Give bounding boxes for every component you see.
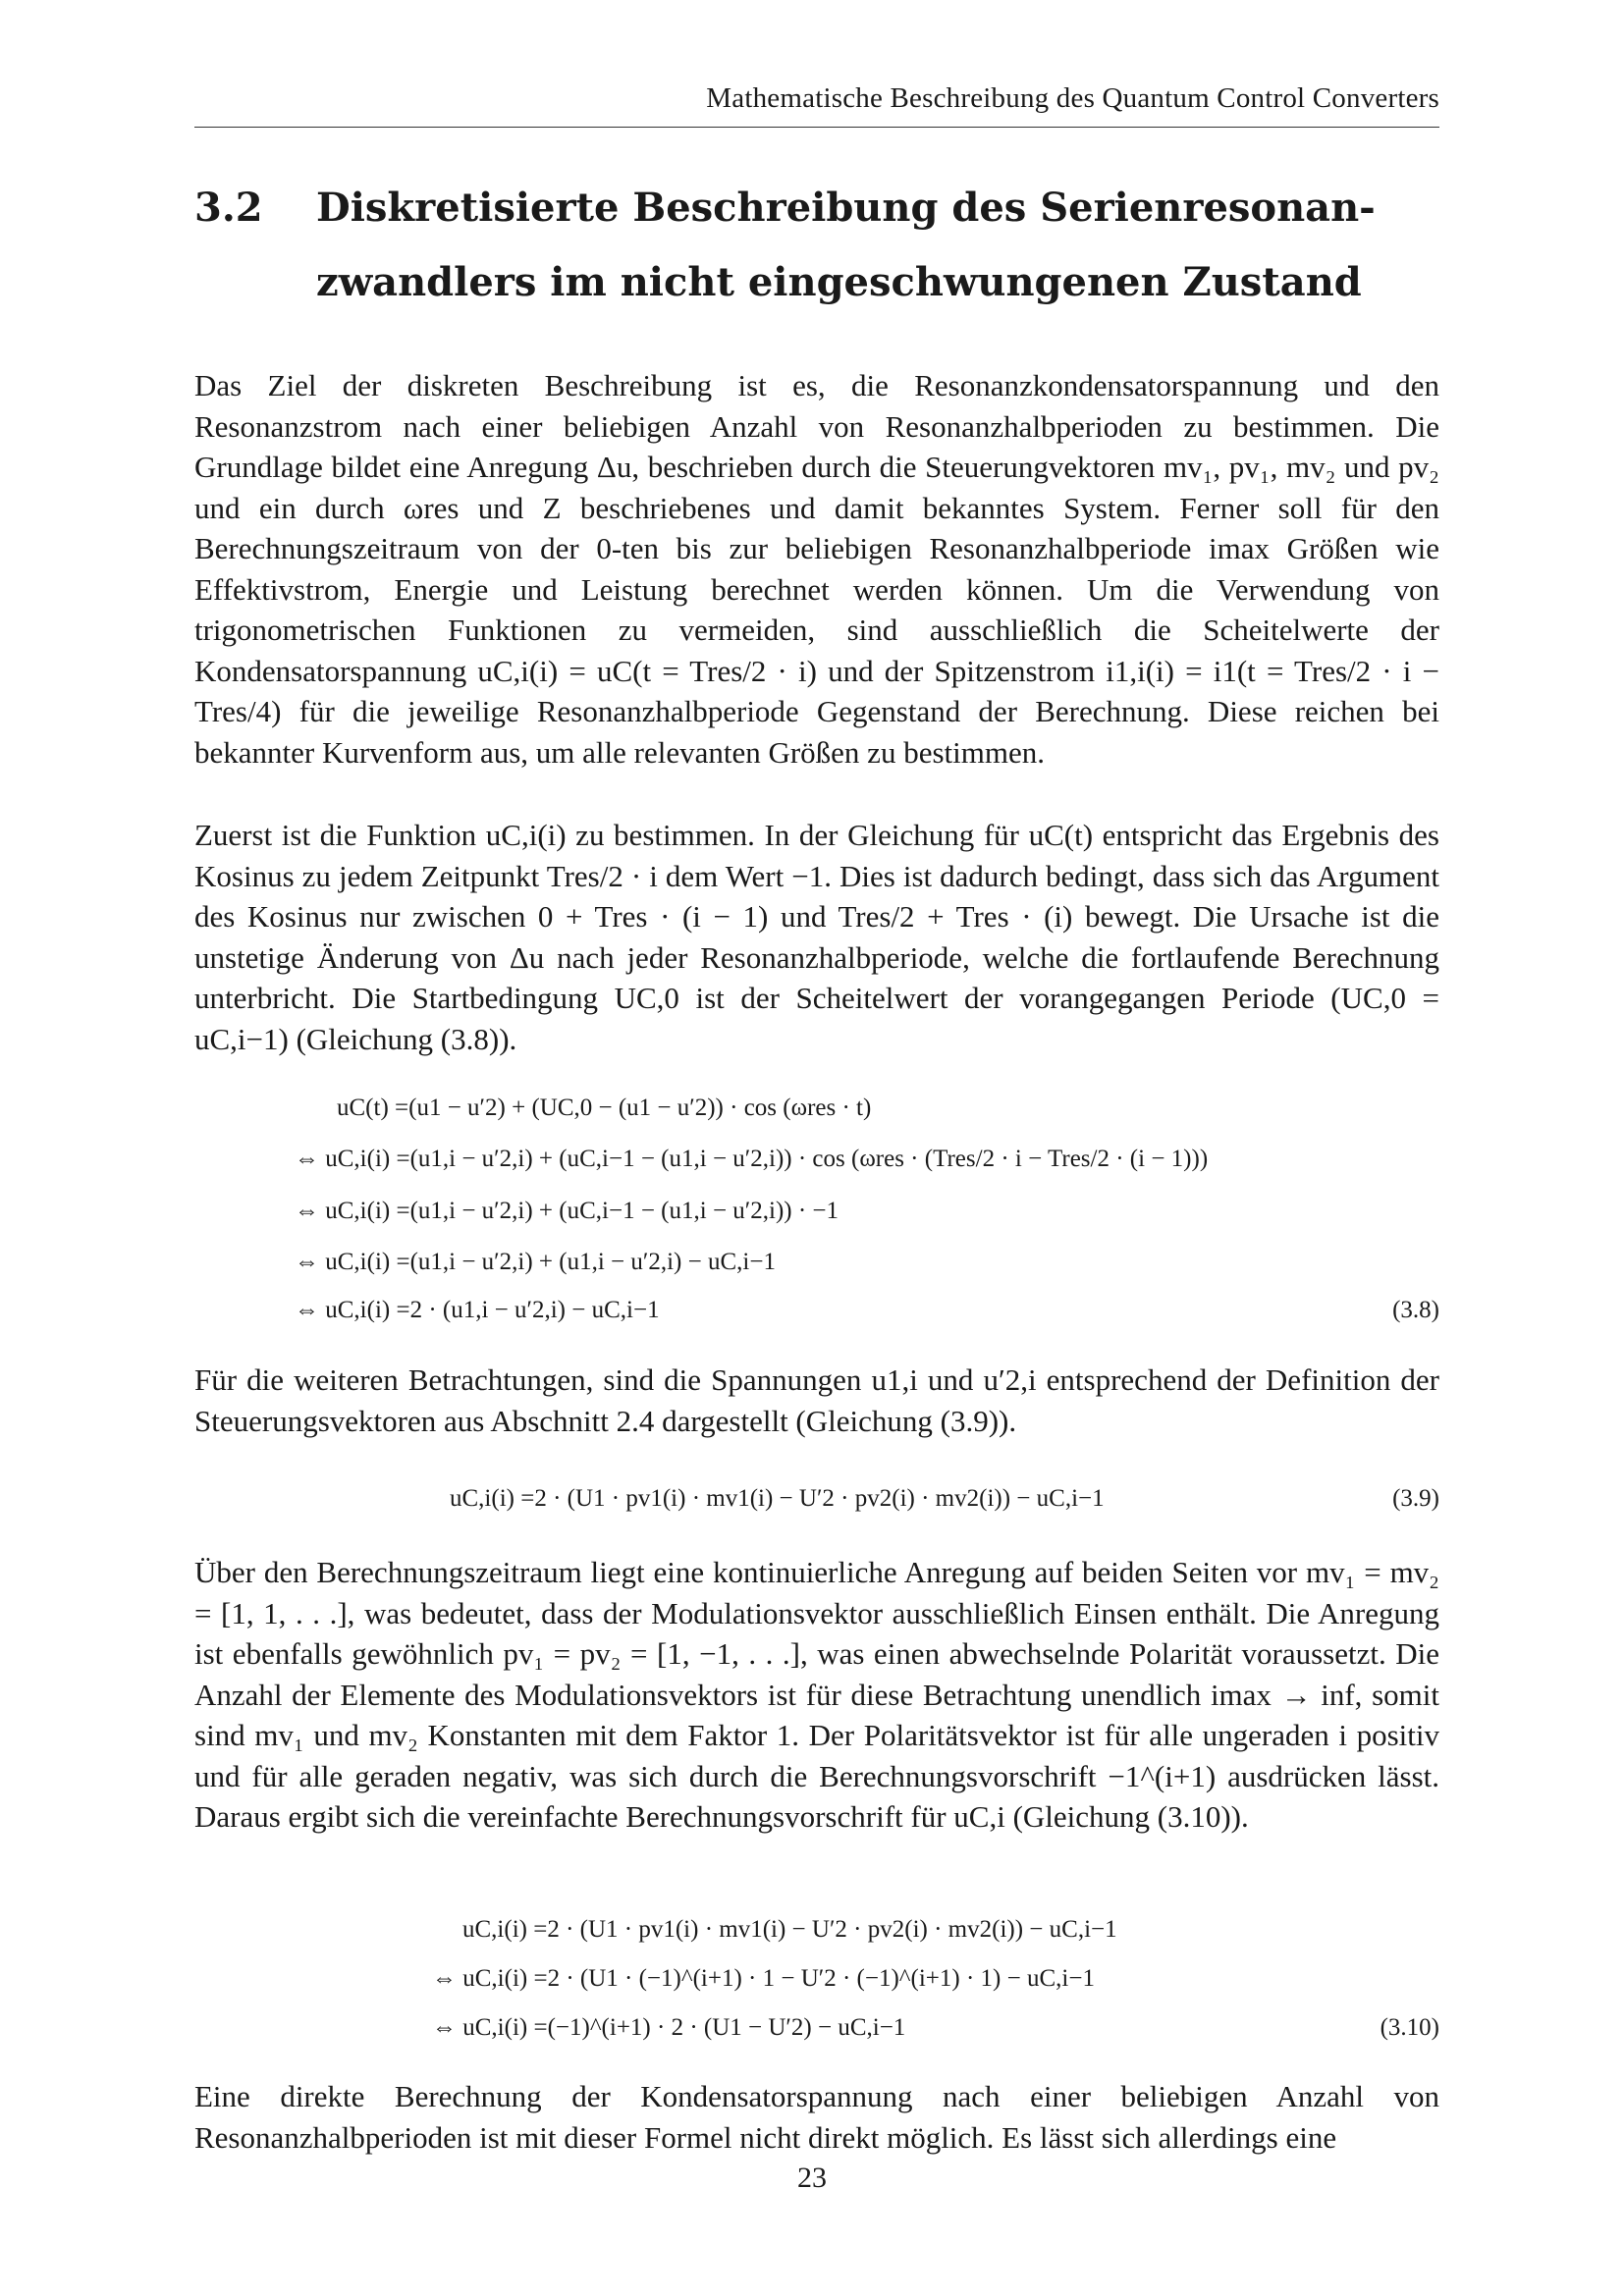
paragraph-voltages: Für die weiteren Betrachtungen, sind die Spannungen u1,i und u′2,i entsprechend der Definition der Steuerungsvektoren aus Abschnitt 2.4 dargestellt (Gleichung (3.9)). [194,1362,1439,1438]
equation-3-8-line-2: ⇔ uC,i(i) =(u1,i − u′2,i) + (uC,i−1 − (u1,i − u′2,i)) · cos (ωres · (Tres/2 · i − Tres/2 · (i − 1))) [295,1146,1209,1172]
section-title-line-1: Diskretisierte Beschreibung des Serienresonan- [316,185,1376,231]
page-number: 23 [797,2162,827,2194]
equation-3-10-label: (3.10) [1380,2014,1439,2041]
equation-3-10-line-3: ⇔ uC,i(i) =(−1)^(i+1) · 2 · (U1 − U′2) − uC,i−1 [432,2014,906,2041]
equation-3-10-line-1: uC,i(i) =2 · (U1 · pv1(i) · mv1(i) − U′2 · pv2(i) · mv2(i)) − uC,i−1 [462,1916,1117,1943]
equation-3-8-line-5: ⇔ uC,i(i) =2 · (u1,i − u′2,i) − uC,i−1 [295,1297,660,1323]
section-number: 3.2 [194,185,263,231]
header-rule [194,127,1439,128]
section-title-line-2: zwandlers im nicht eingeschwungenen Zustand [316,259,1362,305]
paragraph-intro: Das Ziel der diskreten Beschreibung ist es, die Resonanzkondensatorspannung und den Resonanzstrom nach einer beliebigen Anzahl von Resonanzhalbperioden zu bestimmen. Die Grundlage bildet eine Anregung Δu, beschrieben durch die Steuerungvektoren mv₁, pv₁, mv₂ und pv₂ und ein durch ωres und Z beschriebenes und damit bekanntes System. Ferner soll für den Berechnungszeitraum von der 0-ten bis zur beliebigen Resonanzhalbperiode imax Größen wie Effektivstrom, Energie und Leistung berechnet werden können. Um die Verwendung von trigonometrischen Funktionen zu vermeiden, sind ausschließlich die Scheitelwerte der Kondensatorspannung uC,i(i) = uC(t = Tres/2 · i) und der Spitzenstrom i1,i(i) = i1(t = Tres/2 · i − Tres/4) für die jeweilige Resonanzhalbperiode Gegenstand der Berechnung. Diese reichen bei bekannter Kurvenform aus, um alle relevanten Größen zu bestimmen. [194,368,1439,770]
running-header: Mathematische Beschreibung des Quantum Control Converters [706,82,1439,114]
paragraph-excitation: Über den Berechnungszeitraum liegt eine kontinuierliche Anregung auf beiden Seiten vor mv₁ = mv₂ = [1, 1, . . .], was bedeutet, dass der Modulationsvektor ausschließlich Einsen enthält. Die Anregung ist ebenfalls gewöhnlich pv₁ = pv₂ = [1, −1, . . .], was einen abwechselnde Polarität voraussetzt. Die Anzahl der Elemente des Modulationsvektors ist für diese Betrachtung unendlich imax → inf, somit sind mv₁ und mv₂ Konstanten mit dem Faktor 1. Der Polaritätsvektor ist für alle ungeraden i positiv und für alle geraden negativ, was sich durch die Berechnungsvorschrift −1^(i+1) ausdrücken lässt. Daraus ergibt sich die vereinfachte Berechnungsvorschrift für uC,i (Gleichung (3.10)). [194,1555,1439,1834]
equation-3-8-line-1: uC(t) =(u1 − u′2) + (UC,0 − (u1 − u′2)) · cos (ωres · t) [337,1095,872,1121]
equation-3-8-label: (3.8) [1392,1297,1439,1323]
section-title [316,171,1439,320]
paragraph-closing: Eine direkte Berechnung der Kondensatorspannung nach einer beliebigen Anzahl von Resonanzhalbperioden ist mit dieser Formel nicht direkt möglich. Es lässt sich allerdings eine [194,2079,1439,2155]
equation-3-10-line-2: ⇔ uC,i(i) =2 · (U1 · (−1)^(i+1) · 1 − U′2 · (−1)^(i+1) · 1) − uC,i−1 [432,1965,1095,1992]
equation-3-9-label: (3.9) [1392,1485,1439,1512]
equation-3-9-line-1: uC,i(i) =2 · (U1 · pv1(i) · mv1(i) − U′2 · pv2(i) · mv2(i)) − uC,i−1 [450,1485,1105,1512]
equation-3-8-line-4: ⇔ uC,i(i) =(u1,i − u′2,i) + (u1,i − u′2,i) − uC,i−1 [295,1249,776,1275]
equation-3-8-line-3: ⇔ uC,i(i) =(u1,i − u′2,i) + (uC,i−1 − (u1,i − u′2,i)) · −1 [295,1198,839,1224]
paragraph-derivation: Zuerst ist die Funktion uC,i(i) zu bestimmen. In der Gleichung für uC(t) entspricht das Ergebnis des Kosinus zu jedem Zeitpunkt Tres/2 · i dem Wert −1. Dies ist dadurch bedingt, dass sich das Argument des Kosinus nur zwischen 0 + Tres · (i − 1) und Tres/2 + Tres · (i) bewegt. Die Ursache ist die unstetige Änderung von Δu nach jeder Resonanzhalbperiode, welche die fortlaufende Berechnung unterbricht. Die Startbedingung UC,0 ist der Scheitelwert der vorangegangen Periode (UC,0 = uC,i−1) (Gleichung (3.8)). [194,818,1439,1056]
